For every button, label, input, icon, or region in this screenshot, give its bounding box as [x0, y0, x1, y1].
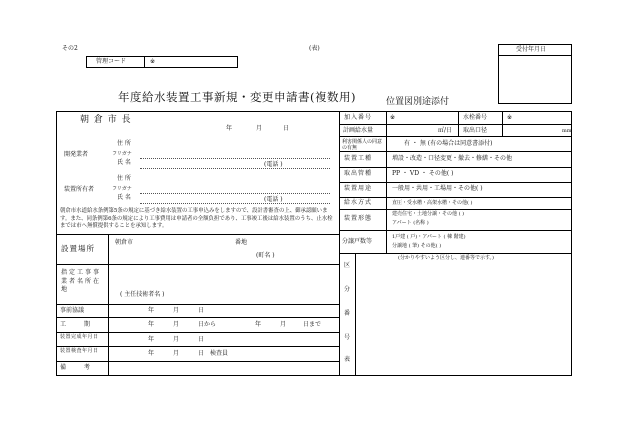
term-label: 工 期 [60, 321, 98, 328]
applicant-furigana-label: フリガナ [112, 151, 132, 157]
term-to-day: 日まで [303, 321, 322, 328]
division-char-5: 表 [344, 356, 351, 363]
consent-value: 有 ・ 無 (有の場合は同意書添付) [404, 140, 493, 147]
meter-number-mark: ※ [507, 114, 513, 121]
chief-engineer-label: ( 主任技術者名 ) [120, 291, 165, 298]
side-indicator: (表) [309, 45, 320, 52]
term-from-day: 日から [198, 321, 217, 328]
form-type-line2: アパート (名称 ) [392, 220, 429, 226]
units-label: 分譲戸数等 [342, 238, 373, 245]
division-char-3: 番 [344, 310, 351, 317]
remarks-label: 備 考 [60, 364, 98, 371]
usage-value: 一般用・共用・工場用・その他( ) [392, 185, 483, 192]
prior-year: 年 [148, 307, 155, 314]
division-char-4: 号 [344, 334, 351, 341]
inspection-day: 日 [198, 350, 205, 357]
prior-consultation-label: 事前協議 [60, 307, 85, 314]
units-line2: 分譲地 ( 筆) その他( ) [392, 243, 442, 249]
planned-volume-label: 計画給水量 [343, 127, 374, 134]
tap-pipe-value: PP ・ VD ・ その他( ) [392, 170, 454, 177]
planned-volume-unit: ㎥/日 [438, 127, 453, 134]
completion-year: 年 [148, 336, 155, 343]
completion-month: 月 [173, 336, 180, 343]
site-banchi: 番地 [235, 239, 248, 246]
inspector-label: 検査員 [210, 350, 229, 357]
work-type-label: 装置工種 [344, 155, 373, 162]
supply-method-label: 給水方式 [344, 199, 373, 206]
prior-day: 日 [198, 307, 205, 314]
term-to-year: 年 [255, 321, 262, 328]
outlet-diameter-label: 取出口径 [463, 127, 488, 134]
form-number: その2 [62, 45, 78, 52]
term-to-month: 月 [280, 321, 287, 328]
site-town: (町名 ) [256, 252, 275, 259]
term-from-year: 年 [148, 321, 155, 328]
owner-name-label: 氏 名 [117, 194, 131, 201]
prior-month: 月 [173, 307, 180, 314]
owner-phone: (電話 ) [264, 196, 283, 203]
applicant-address-label: 住 所 [117, 140, 131, 147]
meter-number-label: 水栓番号 [463, 114, 488, 121]
receipt-date-label: 受付年月日 [516, 46, 547, 53]
owner-address-label: 住 所 [117, 175, 131, 182]
inspection-date-label: 装置検査年月日 [60, 348, 99, 354]
addressee: 朝 倉 市 長 [80, 115, 132, 125]
date-month: 月 [256, 125, 263, 132]
form-type-line1: 建売住宅・土地分譲・その他 ( ) [392, 211, 465, 217]
inspection-month: 月 [173, 350, 180, 357]
completion-date-label: 装置完成年月日 [60, 334, 99, 340]
form-type-label: 装置形態 [344, 215, 373, 222]
management-code-mark: ※ [150, 58, 156, 65]
site-city: 朝倉市 [115, 239, 134, 246]
owner-label: 装置所有者 [64, 186, 95, 193]
subscriber-number-mark: ※ [390, 114, 396, 121]
division-note: (分かりやすいよう区分し、連番等で示す。) [398, 255, 495, 261]
applicant-name-label: 氏 名 [117, 159, 131, 166]
inspection-year: 年 [148, 350, 155, 357]
tap-pipe-label: 取出管種 [344, 170, 373, 177]
applicant-label: 開発業者 [64, 151, 89, 158]
attachment-note: 位置図別途添付 [386, 97, 450, 107]
division-char-2: 分 [344, 286, 351, 293]
consent-label: 利害関係人の同意の有無 [342, 139, 383, 151]
units-line1: 1戸建 ( 戸)・アパート ( 棟 階建) [392, 234, 466, 240]
subscriber-number-label: 加入番号 [344, 114, 373, 121]
work-type-value: 増設・改造・口径変更・撤去・修繕・その他 [392, 155, 513, 162]
supply-method-value: 直圧・受水槽・高架水槽・その他( ) [392, 200, 473, 206]
owner-furigana-label: フリガナ [112, 186, 132, 192]
term-from-month: 月 [173, 321, 180, 328]
date-day: 日 [283, 125, 290, 132]
outlet-diameter-unit: mm [562, 128, 572, 134]
contractor-label: 指定工事事業者名所在地 [61, 269, 102, 293]
completion-day: 日 [198, 336, 205, 343]
date-year: 年 [226, 125, 233, 132]
receipt-date-box [498, 44, 572, 104]
division-char-1: 区 [344, 262, 351, 269]
site-label: 設置場所 [61, 244, 95, 253]
applicant-phone: (電話 ) [264, 161, 283, 168]
usage-label: 装置用途 [344, 185, 373, 192]
form-title: 年度給水装置工事新規・変更申請書(複数用) [118, 90, 356, 104]
declaration-text: 朝倉市水道給水条例第5条の規定に基づき給水装置の工事申込みをしますので、設計書審査の上、御承認願います。また、同条例第6条の規定により工事費用は申請者の全額負担であり、工事竣工後は給水装置のうち、止水栓までは市へ無償提供することを承知します。 [60, 208, 333, 229]
management-code-label: 管理コード [96, 58, 127, 65]
